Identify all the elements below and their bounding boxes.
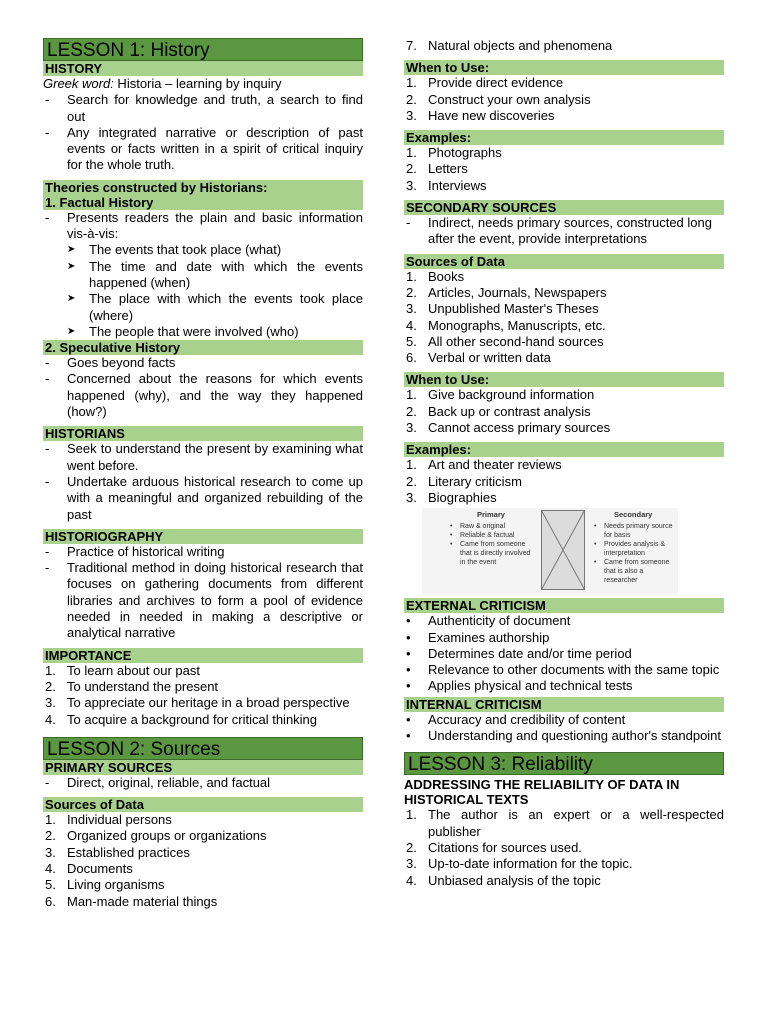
list-item: 3. Have new discoveries (406, 107, 555, 123)
list-item: 3. Established practices (45, 844, 190, 860)
factual-history-heading: 1. Factual History (43, 195, 363, 210)
list-item: 4. Unbiased analysis of the topic (406, 872, 601, 888)
list-item: 1. Individual persons (45, 812, 172, 828)
internal-criticism-heading: INTERNAL CRITICISM (404, 697, 724, 712)
primary-sources-of-data-heading: Sources of Data (43, 797, 363, 812)
history-heading: HISTORY (43, 61, 363, 76)
list-item: • Accuracy and credibility of content (406, 711, 626, 727)
internal-criticism-list (404, 712, 724, 745)
list-item: 1. Photographs (406, 145, 502, 161)
primary-examples-heading: Examples: (404, 130, 724, 145)
secondary-examples-heading: Examples: (404, 442, 724, 457)
list-item: - Practice of historical writing (45, 543, 225, 559)
diagram-secondary-points (594, 522, 678, 585)
list-item: - Goes beyond facts (45, 355, 176, 371)
primary-examples-list (404, 145, 724, 194)
primary-sources-list-continued (404, 38, 724, 54)
importance-heading: IMPORTANCE (43, 648, 363, 663)
list-item: 2. Articles, Journals, Newspapers (406, 284, 607, 300)
list-item: 2. Organized groups or organizations (45, 828, 267, 844)
list-item: 2. Letters (406, 161, 468, 177)
list-item: • Examines authorship (406, 629, 550, 645)
list-item: 4. Documents (45, 860, 133, 876)
greek-label: Greek word: (43, 76, 114, 91)
lesson3-subtitle: ADDRESSING THE RELIABILITY OF DATA IN HISTORICAL TEXTS (404, 777, 680, 808)
historians-heading: HISTORIANS (43, 426, 363, 441)
primary-sources-heading: PRIMARY SOURCES (43, 760, 363, 775)
list-item: 2. Construct your own analysis (406, 91, 591, 107)
primary-when-list (404, 75, 724, 124)
list-item: 2. Citations for sources used. (406, 839, 582, 855)
factual-list (43, 210, 363, 340)
list-item: - Presents readers the plain and basic information vis-à-vis: (45, 209, 363, 242)
secondary-sources-heading: SECONDARY SOURCES (404, 200, 724, 215)
list-item: - Any integrated narrative or description of past events or facts written in a spirit of critical inquiry for the whole truth. (45, 124, 363, 173)
list-item: 6. Verbal or written data (406, 350, 551, 366)
list-item: • Understanding and questioning author's standpoint (406, 728, 722, 744)
arrow-bullet-icon: ➤ (67, 244, 76, 256)
diagram-secondary-label: Secondary (614, 510, 653, 520)
list-item: 1. To learn about our past (45, 662, 200, 678)
secondary-examples-list (404, 457, 724, 506)
theories-heading: Theories constructed by Historians: (43, 180, 363, 195)
primary-list (43, 775, 363, 791)
left-column (43, 38, 363, 910)
diagram-point: • Raw & original (450, 522, 536, 531)
diagram-point: • Provides analysis & interpretation (594, 540, 678, 558)
historiography-heading: HISTORIOGRAPHY (43, 529, 363, 544)
list-item: 1. The author is an expert or a well-respected publisher (406, 807, 724, 839)
lesson2-title: LESSON 2: Sources (43, 737, 363, 760)
list-item: ➤ The events that took place (what) (67, 242, 282, 258)
list-item: 3. Up-to-date information for the topic. (406, 856, 633, 872)
list-item: • Determines date and/or time period (406, 645, 632, 661)
list-item: ➤ The people that were involved (who) (67, 323, 299, 339)
list-item: - Indirect, needs primary sources, constructed long after the event, provide interpretations (406, 215, 712, 247)
primary-sources-list (43, 812, 363, 910)
list-item: 3. To appreciate our heritage in a broad perspective (45, 695, 350, 711)
list-item: 3. Biographies (406, 489, 497, 505)
list-item: 1. Art and theater reviews (406, 457, 562, 473)
list-item: - Traditional method in doing historical research that focuses on gathering documents from different libraries and archives to form a pool of evidence needed in needed in making a descriptive or analytical narrative (45, 560, 363, 641)
list-item: - Search for knowledge and truth, a search to find out (45, 92, 363, 124)
list-item: - Seek to understand the present by examining what went before. (45, 441, 363, 473)
list-item: • Authenticity of document (406, 613, 571, 629)
list-item: ➤ The place with which the events took place (where) (67, 291, 363, 323)
list-item: 4. Monographs, Manuscripts, etc. (406, 317, 606, 333)
secondary-sources-of-data-heading: Sources of Data (404, 254, 724, 269)
diagram-point: • Reliable & factual (450, 531, 536, 540)
list-item: 3. Unpublished Master's Theses (406, 301, 599, 317)
greek-text: Historia – learning by inquiry (113, 76, 282, 91)
list-item: 2. To understand the present (45, 678, 219, 694)
primary-when-heading: When to Use: (404, 60, 724, 75)
list-item: 2. Literary criticism (406, 473, 522, 489)
list-item: 5. Living organisms (45, 877, 165, 893)
right-column (404, 38, 724, 889)
secondary-when-heading: When to Use: (404, 372, 724, 387)
list-item: 3. Cannot access primary sources (406, 420, 611, 436)
diagram-point: • Needs primary source for basis (594, 522, 678, 540)
arrow-bullet-icon: ➤ (67, 293, 76, 305)
diagram-primary-points (450, 522, 536, 567)
importance-list (43, 663, 363, 728)
list-item: - Undertake arduous historical research to come up with a meaningful and organized rebuilding of the past (45, 473, 363, 522)
historians-list (43, 441, 363, 522)
lesson1-title: LESSON 1: History (43, 38, 363, 61)
greek-word-line (43, 76, 363, 92)
arrow-bullet-icon: ➤ (67, 325, 76, 337)
diagram-point: • Came from someone that is directly involved in the event (450, 540, 536, 567)
primary-secondary-diagram (422, 508, 678, 594)
speculative-list (43, 355, 363, 420)
list-item: 6. Man-made material things (45, 893, 218, 909)
diagram-cross-graphic (541, 510, 585, 590)
lesson3-title: LESSON 3: Reliability (404, 752, 724, 775)
list-item: ➤ The time and date with which the events happened (when) (67, 258, 363, 290)
list-item: 1. Provide direct evidence (406, 75, 564, 91)
external-criticism-list (404, 613, 724, 694)
external-criticism-heading: EXTERNAL CRITICISM (404, 598, 724, 613)
reliability-list (404, 807, 724, 888)
list-item: • Relevance to other documents with the same topic (406, 662, 720, 678)
diagram-point: • Came from someone that is also a researcher (594, 558, 678, 585)
list-item: • Applies physical and technical tests (406, 678, 633, 694)
list-item: 4. To acquire a background for critical thinking (45, 711, 318, 727)
list-item: 1. Books (406, 268, 465, 284)
list-item: 2. Back up or contrast analysis (406, 403, 591, 419)
secondary-sources-list (404, 269, 724, 367)
arrow-bullet-icon: ➤ (67, 260, 76, 272)
history-list (43, 92, 363, 173)
list-item: 7. Natural objects and phenomena (406, 38, 613, 53)
secondary-list (404, 215, 724, 248)
diagram-primary-label: Primary (477, 510, 505, 520)
list-item: - Concerned about the reasons for which events happened (why), and the way they happened (how?) (45, 371, 363, 420)
speculative-history-heading: 2. Speculative History (43, 340, 363, 355)
historiography-list (43, 544, 363, 642)
list-item: 3. Interviews (406, 177, 487, 193)
secondary-when-list (404, 387, 724, 436)
list-item: - Direct, original, reliable, and factual (45, 774, 271, 790)
list-item: 5. All other second-hand sources (406, 333, 604, 349)
list-item: 1. Give background information (406, 387, 595, 403)
